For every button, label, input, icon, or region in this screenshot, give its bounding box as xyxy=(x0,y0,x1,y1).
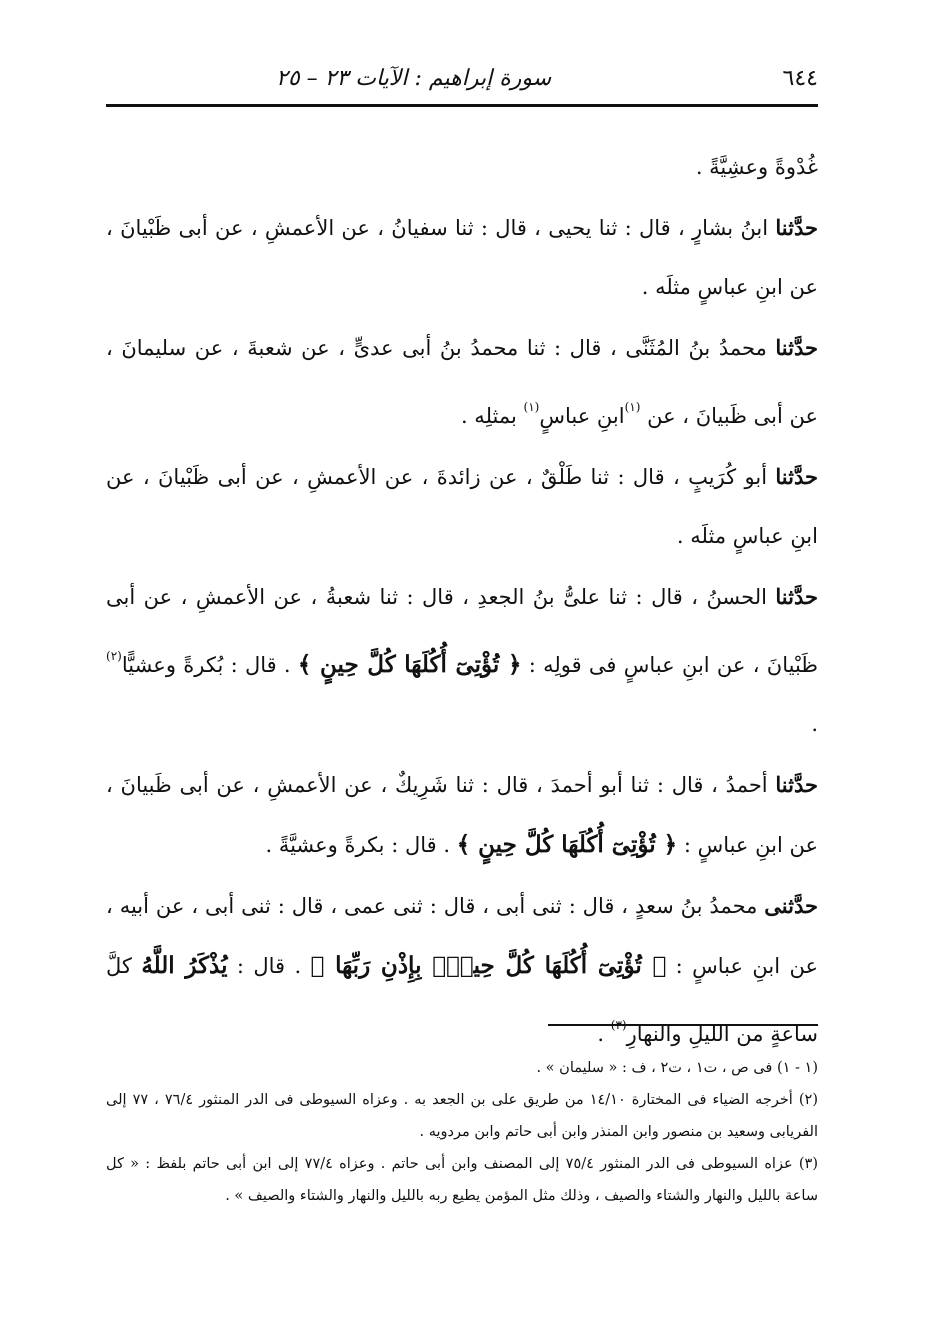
isnad-lead: حدَّثنا xyxy=(775,335,818,360)
quran-quote: ﴿ تُؤْتِىٓ أُكُلَهَا كُلَّ حِينٍ ﴾ xyxy=(297,651,522,678)
isnad-lead: حدَّثنى xyxy=(764,893,818,918)
paragraph-text: الحسنُ ، قال : ثنا علىُّ بنُ الجعدِ ، قال : ثنا شعبةُ ، عن الأعمشِ ، عن أبى ظَبْيانَ ، عن ابنِ عباسٍ فى قولِه : xyxy=(106,585,818,677)
footnote-marker: (١) xyxy=(523,400,540,414)
paragraph-text: . قال : بُكرةً وعشيًّا xyxy=(121,653,298,677)
footnote: (١ - ١) فى ص ، ت١ ، ت٢ ، ف : « سليمان » . xyxy=(536,1060,818,1076)
paragraph-text: أبو كُرَيبٍ ، قال : ثنا طَلْقٌ ، عن زائدةَ ، عن الأعمشِ ، عن أبى ظَبْيانَ ، عن ابنِ عباسٍ مثلَه . xyxy=(106,465,818,548)
header-rule xyxy=(106,104,818,107)
footnote: (٢) أخرجه الضياء فى المختارة ١٤/١٠ من طريق على بن الجعد به . وعزاه السيوطى فى الدر المنثور ٧٦/٤ ، ٧٧ إلى الفريابى وسعيد بن منصور وابن المنذر وابن أبى حاتم وابن مردويه . xyxy=(106,1092,818,1140)
footnote-marker: (٣) xyxy=(610,1018,627,1032)
quran-quote: ﴿ تُؤْتِىٓ أُكُلَهَا كُلَّ حِينٍ ﴾ xyxy=(456,831,678,858)
main-text xyxy=(106,138,818,1064)
paragraph xyxy=(106,567,818,754)
page-header xyxy=(106,58,818,98)
running-title: سورة إبراهيم : الآيات ٢٣ – ٢٥ xyxy=(276,65,552,91)
isnad-lead: حدَّثنا xyxy=(775,772,818,797)
isnad-lead: حدَّثنا xyxy=(775,215,818,240)
paragraph xyxy=(106,318,818,446)
paragraph-text: ابنُ بشارٍ ، قال : ثنا يحيى ، قال : ثنا سفيانُ ، عن الأعمشِ ، عن أبى ظَبْيانَ ، عن ابنِ عباسٍ مثلَه . xyxy=(106,216,818,299)
paragraph-text: ابنِ عباسٍ xyxy=(539,404,625,428)
paragraph-text: . قال : xyxy=(227,954,311,978)
isnad-lead: حدَّثنا xyxy=(775,584,818,609)
paragraph xyxy=(106,138,818,197)
footnotes xyxy=(106,1052,818,1212)
footnote-rule xyxy=(548,1024,818,1026)
paragraph-text: بمثلِه . xyxy=(460,404,524,428)
paragraph xyxy=(106,198,818,317)
paragraph xyxy=(106,447,818,566)
quran-quote: ﴿ تُؤْتِىٓ أُكُلَهَا كُلَّ حِينٍۭ بِإِذْنِ رَبِّهَا ﴾ xyxy=(310,952,667,979)
footnote-marker: (١) xyxy=(624,400,641,414)
page-number: ٦٤٤ xyxy=(782,65,818,91)
footnote: (٣) عزاه السيوطى فى الدر المنثور ٧٥/٤ إلى المصنف وابن أبى حاتم . وعزاه ٧٧/٤ إلى ابن أبى حاتم بلفظ : « كل ساعة بالليل والنهار والشتاء والصيف ، وذلك مثل المؤمن يطيع ربه بالليل والنهار والشتاء والصيف » . xyxy=(106,1156,818,1204)
paragraph-text: . xyxy=(811,712,818,736)
isnad-lead: حدَّثنا xyxy=(775,464,818,489)
footnote-marker: (٢) xyxy=(106,649,122,663)
paragraph-text: محمدُ بنُ المُثَنَّى ، قال : ثنا محمدُ بنُ أبى عدىٍّ ، عن شعبةَ ، عن سليمانَ ، عن أبى ظَبيانَ ، عن xyxy=(106,336,818,428)
paragraph xyxy=(106,876,818,1064)
paragraph-text: محمدُ بنُ سعدٍ ، قال : ثنى أبى ، قال : ثنى عمى ، قال : ثنى أبى ، عن أبيه ، عن ابنِ عباسٍ : xyxy=(106,894,819,978)
paragraph-text: أحمدُ ، قال : ثنا أبو أحمدَ ، قال : ثنا شَرِيكٌ ، عن الأعمشِ ، عن أبى ظَبيانَ ، عن ابنِ عباسٍ : xyxy=(106,773,818,857)
paragraph xyxy=(106,755,818,875)
paragraph-text: . قال : بكرةً وعشيَّةً . xyxy=(265,833,457,857)
paragraph-text: . xyxy=(597,1022,611,1046)
quran-quote: يُذْكَرُ اللَّهُ xyxy=(141,952,228,979)
paragraph-text: غُدْوةً وعشِيَّةً . xyxy=(695,155,818,179)
paragraph-text: كلَّ ساعةٍ من الليلِ والنهارِ xyxy=(106,954,818,1046)
